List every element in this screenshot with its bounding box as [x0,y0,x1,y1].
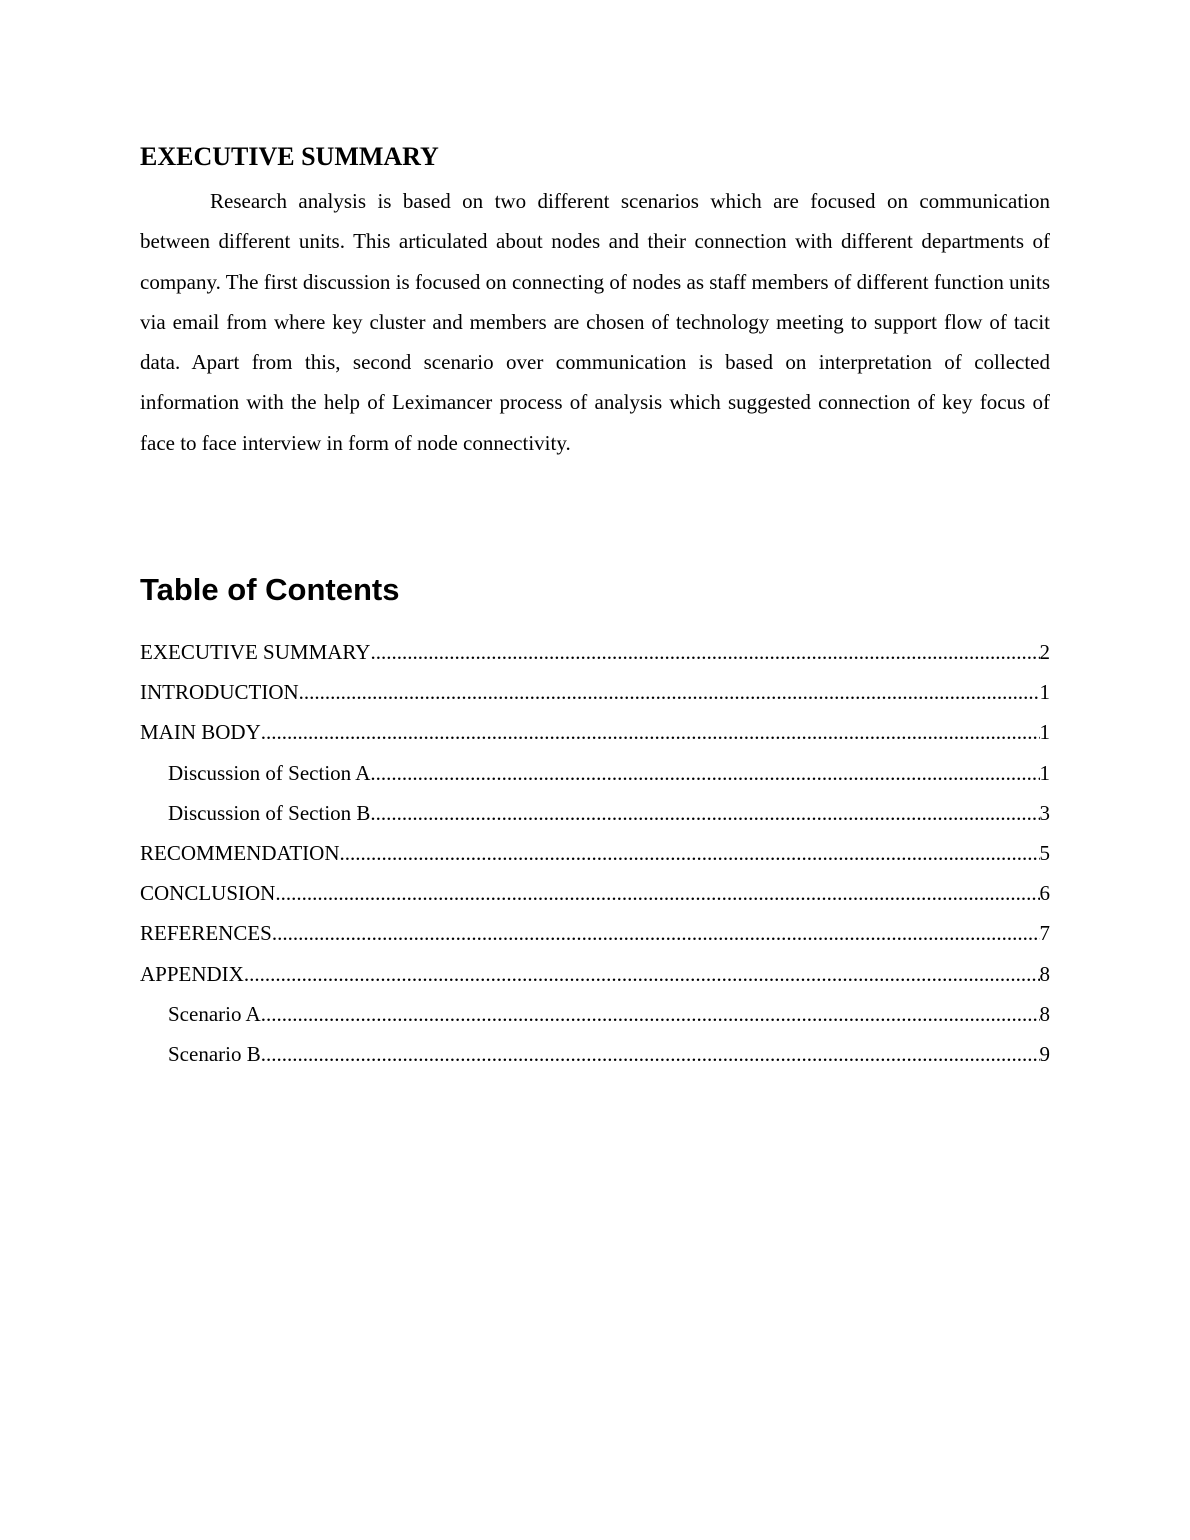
toc-dot-leader [275,873,1039,913]
toc-page-number: 5 [1039,840,1050,865]
toc-page-number: 8 [1039,961,1050,986]
toc-dot-leader [370,793,1039,833]
toc-entry-label: REFERENCES [140,921,272,946]
toc-dot-leader [370,632,1039,672]
toc-page-number: 2 [1039,640,1050,664]
toc-dot-leader [370,753,1039,793]
toc-dot-leader [261,712,1040,752]
toc-entry-label: Scenario A [168,1001,261,1026]
toc-entry-label: INTRODUCTION [140,680,299,705]
toc-page-number: 9 [1039,1041,1050,1066]
toc-entry-discussion-section-b[interactable] [140,793,1050,833]
executive-summary-heading: EXECUTIVE SUMMARY [140,142,439,171]
toc-dot-leader [299,672,1040,712]
toc-entry-scenario-a[interactable] [140,994,1050,1034]
table-of-contents-heading: Table of Contents [140,572,400,607]
toc-entry-label: MAIN BODY [140,720,261,745]
toc-entry-label: Discussion of Section B [168,800,371,825]
toc-entry-recommendation[interactable] [140,833,1050,873]
toc-page-number: 1 [1039,720,1050,745]
toc-entry-label: APPENDIX [140,961,244,986]
toc-page-number: 6 [1039,881,1050,906]
toc-dot-leader [244,954,1040,994]
table-of-contents [140,632,1050,1074]
toc-dot-leader [261,1034,1040,1074]
toc-page-number: 1 [1039,680,1050,705]
toc-entry-discussion-section-a[interactable] [140,753,1050,793]
toc-entry-executive-summary[interactable] [140,632,1050,672]
toc-page-number: 3 [1039,800,1050,825]
toc-page-number: 8 [1039,1001,1050,1026]
toc-entry-label: CONCLUSION [140,881,276,906]
executive-summary-paragraph: Research analysis is based on two different scenarios which are focused on communication between different units. This articulated about nodes and their connection with different departments of company. The first discussion is focused on connecting of nodes as staff members of different function units via email from where key cluster and members are chosen of technology meeting to support flow of tacit data. Apart from this, second scenario over communication is based on interpretation of collected information with the help of Leximancer process of analysis which suggested connection of key focus of face to face interview in form of node connectivity. [140,189,1050,455]
toc-entry-label: EXECUTIVE SUMMARY [140,640,371,664]
toc-entry-scenario-b[interactable] [140,1034,1050,1074]
toc-entry-references[interactable] [140,913,1050,953]
toc-entry-conclusion[interactable] [140,873,1050,913]
toc-entry-appendix[interactable] [140,954,1050,994]
toc-page-number: 1 [1039,760,1050,785]
toc-page-number: 7 [1039,921,1050,946]
toc-dot-leader [272,913,1040,953]
toc-dot-leader [340,833,1040,873]
toc-entry-label: RECOMMENDATION [140,840,340,865]
toc-entry-label: Discussion of Section A [168,760,371,785]
toc-entry-main-body[interactable] [140,712,1050,752]
toc-entry-label: Scenario B [168,1041,261,1066]
toc-entry-introduction[interactable] [140,672,1050,712]
toc-dot-leader [261,994,1040,1034]
